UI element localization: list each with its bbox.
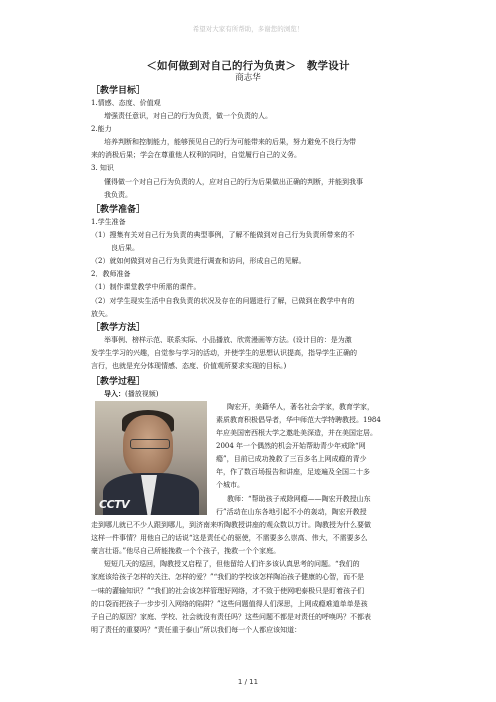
bio-line: 陶宏开，美籍华人，著名社会学家，教育学家，	[227, 403, 374, 411]
document-title: ＜如何做到对自己的行为负责＞ 教学设计	[146, 60, 350, 72]
goals-line: 2.能力	[91, 125, 112, 133]
bio-line: 教师：“帮助孩子戒除网瘾——陶宏开教授山东	[227, 495, 371, 503]
intro-note: (播放视频)	[125, 390, 159, 398]
body-line: 这样一件事情？用他自己的话说“这是责任心的驱使，不需要多么崇高、伟大，不需要多么	[91, 534, 368, 542]
body-line: 的口袋而把孩子一步步引入网络的陷阱？”这些问题值得人们深思，上网成瘾难道单单是孩	[91, 600, 368, 608]
intro-label: 导入：	[104, 389, 125, 398]
goals-line: 懂得做一个对自己行为负责的人，应对自己的行为后果做出正确的判断，并能到我事	[104, 178, 363, 186]
bio-line: 个城市。	[216, 481, 244, 489]
bio-line: 瘾”，目前已成功挽救了三百多名上网成瘾的青少	[216, 455, 367, 463]
bio-line: 2004 年一个偶然的机会开始帮助青少年戒除“网	[216, 442, 366, 450]
prep-line: （1）搜集有关对自己行为负责的典型事例，了解不能做到对自己行为负责所带来的不	[91, 231, 355, 239]
page-header: 希望对大家有所帮助，多谢您的浏览！	[192, 25, 304, 33]
prep-line: 2．教师准备	[91, 270, 131, 278]
section-heading-prep: ［教学准备］	[91, 205, 146, 215]
page-number: 1 / 11	[237, 678, 259, 686]
prep-line: （2）就如何做到对自己行为负责进行调查和访问，形成自己的见解。	[91, 257, 306, 265]
body-line: 一味的灌输知识？”“我们的社会该怎样管理好网络，才不致于使网吧泰极只是盯着孩子们	[91, 587, 365, 595]
body-line: 家庭该给孩子怎样的关注、怎样的爱？”“我们的学校该怎样陶冶孩子健康的心智，而不是	[91, 573, 365, 581]
prep-line: （1）制作课堂教学中所需的课件。	[91, 283, 201, 291]
section-heading-process: ［教学过程］	[91, 377, 146, 387]
goals-line: 培养判断和控制能力，能够预见自己的行为可能带来的后果，努力避免不良行为带	[104, 138, 356, 146]
goals-line: 来的消极后果；学会在尊重他人权利的同时，自觉履行自己的义务。	[91, 151, 301, 159]
bio-line: 行”活动在山东各地引起不小的轰动，陶宏开教授	[216, 508, 367, 516]
prep-line: 放矢。	[91, 310, 112, 318]
body-line: 豪言壮语。”他尽自己所能挽救一个个孩子，挽救一个个家庭。	[91, 547, 281, 555]
cctv-logo: CCTV	[99, 498, 130, 511]
goals-line: 3. 知识	[91, 164, 114, 172]
section-heading-goals: ［教学目标］	[91, 86, 146, 96]
bio-line: 年，作了数百场报告和讲座，足迹遍及全国二十多	[216, 468, 370, 476]
prep-line: （2）对学生现实生活中自我负责的状况及存在的问题进行了解，已做到在教学中有的	[91, 297, 355, 305]
section-heading-methods: ［教学方法］	[91, 323, 146, 333]
body-line: 走到哪儿就已不少人跟到哪儿，到济南来听陶教授讲座的观众数以万计。陶教授为什么要做	[91, 521, 371, 529]
body-line: 明了责任的重要吗？“责任重于泰山”所以我们每一个人都应该知道：	[91, 626, 302, 634]
bio-line: 素质教育积极倡导者，华中师范大学特聘教授。1984	[216, 416, 381, 424]
goals-line: 1.情感、态度、价值观	[91, 99, 161, 107]
prep-line: 1.学生准备	[91, 218, 126, 226]
methods-line: 言行，也就是充分体现情感、态度、价值观所要求实现的目标。)	[91, 362, 287, 370]
intro-line	[104, 388, 158, 401]
author-name: 商志华	[235, 73, 261, 83]
body-line: 短短几天的巡回，陶教授又启程了，但他留给人们许多该认真思考的问题。“我们的	[104, 560, 360, 568]
methods-line: 发学生学习的兴趣，自觉参与学习的活动，并使学生的思想认识提高，指导学生正确的	[91, 349, 357, 357]
speaker-photo	[95, 401, 207, 515]
goals-line: 我负责。	[104, 191, 132, 199]
methods-line: 举事例、榜样示范、联系实际、小品播放、欣赏漫画等方法。(设计目的：是为激	[104, 336, 352, 344]
prep-line: 良后果。	[111, 244, 139, 252]
goals-line: 增强责任意识，对自己的行为负责，做一个负责的人。	[104, 112, 272, 120]
body-line: 子自己的原因？家庭、学校、社会就没有责任吗？这些问题不都是对责任的呼唤吗？不都表	[91, 613, 371, 621]
bio-line: 年应美国密西根大学之邀赴美深造，并在美国定居。	[216, 429, 377, 437]
